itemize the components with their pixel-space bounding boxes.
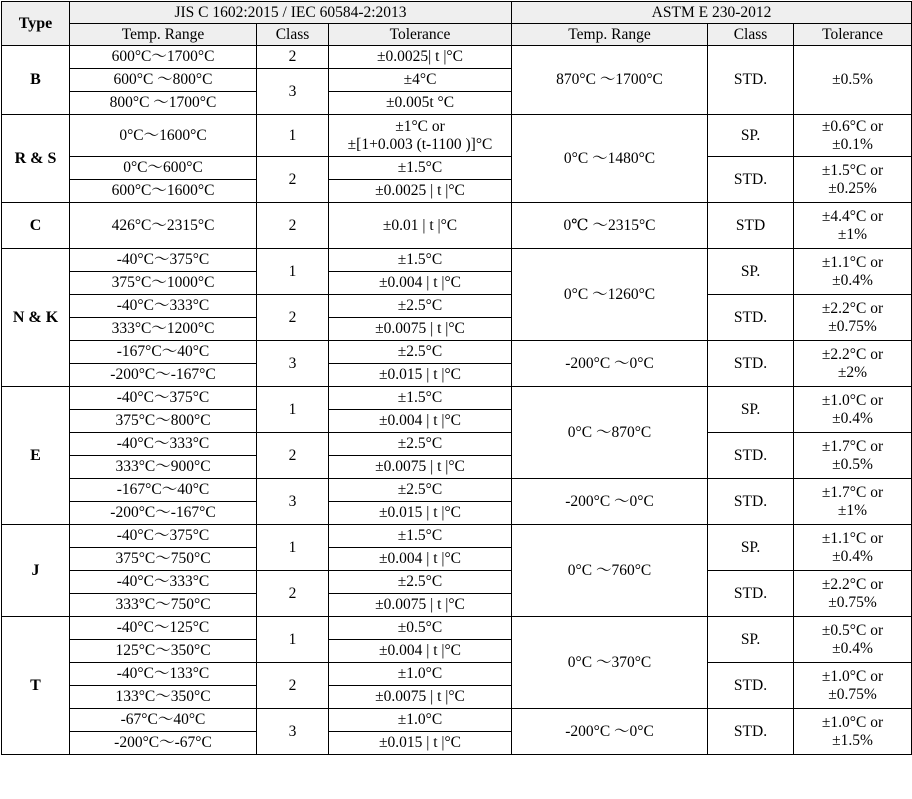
jis-temp-range: 600°C～1600°C	[70, 180, 257, 203]
astm-tolerance-line: ±0.4%	[832, 639, 873, 657]
header-jis-tolerance: Tolerance	[329, 24, 512, 46]
header-jis-class: Class	[257, 24, 329, 46]
astm-tolerance-line: ±0.75%	[828, 685, 877, 703]
type-cell: B	[2, 46, 70, 115]
jis-tolerance: ±0.015 | t |°C	[329, 502, 512, 525]
jis-class: 1	[257, 525, 329, 571]
jis-temp-range: -167°C～40°C	[70, 341, 257, 364]
astm-tolerance-line: ±2.2°C or	[821, 345, 884, 363]
astm-tolerance-line: ±1.0°C or	[821, 391, 884, 409]
jis-temp-range: -40°C～375°C	[70, 525, 257, 548]
jis-temp-range: 0°C～600°C	[70, 157, 257, 180]
jis-tolerance: ±0.0075 | t |°C	[329, 318, 512, 341]
jis-temp-range: -67°C～40°C	[70, 709, 257, 732]
astm-tolerance	[794, 46, 912, 115]
astm-tolerance	[794, 115, 912, 157]
header-astm-class: Class	[708, 24, 794, 46]
jis-tolerance: ±0.01 | t |°C	[329, 203, 512, 249]
astm-tolerance-line: ±0.75%	[828, 593, 877, 611]
jis-tolerance: ±0.5°C	[329, 617, 512, 640]
jis-class: 1	[257, 249, 329, 295]
astm-temp-range: 0°C ～1480°C	[512, 115, 708, 203]
jis-class: 2	[257, 46, 329, 69]
astm-class: STD.	[708, 433, 794, 479]
astm-tolerance-line: ±1.7°C or	[821, 483, 884, 501]
type-cell: N & K	[2, 249, 70, 387]
header-jis-temp-range: Temp. Range	[70, 24, 257, 46]
jis-tolerance: ±1.5°C	[329, 157, 512, 180]
jis-temp-range: 333°C～1200°C	[70, 318, 257, 341]
jis-tolerance: ±0.0075 | t |°C	[329, 456, 512, 479]
jis-temp-range: -40°C～333°C	[70, 433, 257, 456]
jis-temp-range: -40°C～375°C	[70, 249, 257, 272]
jis-tolerance: ±1.5°C	[329, 249, 512, 272]
jis-class: 3	[257, 709, 329, 755]
astm-class: STD.	[708, 709, 794, 755]
jis-temp-range: -40°C～333°C	[70, 295, 257, 318]
jis-tolerance: ±2.5°C	[329, 433, 512, 456]
astm-tolerance	[794, 433, 912, 479]
jis-class: 3	[257, 69, 329, 115]
jis-tolerance: ±0.004 | t |°C	[329, 272, 512, 295]
jis-tolerance: ±0.0025| t |°C	[329, 46, 512, 69]
jis-tolerance: ±0.0025 | t |°C	[329, 180, 512, 203]
astm-tolerance-line: ±1.5%	[832, 731, 873, 749]
astm-tolerance-line: ±1.1°C or	[821, 529, 884, 547]
jis-temp-range: 133°C～350°C	[70, 686, 257, 709]
jis-temp-range: 375°C～1000°C	[70, 272, 257, 295]
jis-class: 2	[257, 663, 329, 709]
astm-class: SP.	[708, 115, 794, 157]
astm-temp-range: -200°C ～0°C	[512, 341, 708, 387]
jis-temp-range: 375°C～800°C	[70, 410, 257, 433]
jis-tolerance: ±0.0075 | t |°C	[329, 594, 512, 617]
astm-tolerance-line: ±4.4°C or	[821, 207, 884, 225]
jis-tolerance: ±0.0075 | t |°C	[329, 686, 512, 709]
type-cell: E	[2, 387, 70, 525]
astm-tolerance	[794, 203, 912, 249]
type-cell: J	[2, 525, 70, 617]
type-cell: C	[2, 203, 70, 249]
astm-tolerance-line: ±1.1°C or	[821, 253, 884, 271]
jis-tolerance: ±0.004 | t |°C	[329, 410, 512, 433]
jis-tolerance: ±4°C	[329, 69, 512, 92]
astm-class: STD.	[708, 157, 794, 203]
jis-class: 2	[257, 157, 329, 203]
astm-temp-range: 0°C ～870°C	[512, 387, 708, 479]
jis-tolerance: ±1.0°C	[329, 663, 512, 686]
jis-tolerance: ±2.5°C	[329, 479, 512, 502]
jis-temp-range: -40°C～333°C	[70, 571, 257, 594]
astm-tolerance-line: ±2%	[837, 363, 868, 381]
jis-class: 2	[257, 433, 329, 479]
jis-class: 3	[257, 479, 329, 525]
jis-class: 1	[257, 387, 329, 433]
astm-tolerance-line: ±0.5%	[832, 455, 873, 473]
astm-temp-range: 0°C ～1260°C	[512, 249, 708, 341]
jis-temp-range: 333°C～750°C	[70, 594, 257, 617]
astm-tolerance-line: ±0.4%	[832, 271, 873, 289]
jis-tolerance: ±1.0°C	[329, 709, 512, 732]
jis-temp-range: -40°C～133°C	[70, 663, 257, 686]
jis-class: 2	[257, 295, 329, 341]
astm-tolerance-line: ±0.4%	[832, 547, 873, 565]
jis-tolerance: ±1.5°C	[329, 387, 512, 410]
jis-class: 3	[257, 341, 329, 387]
header-jis-standard: JIS C 1602:2015 / IEC 60584-2:2013	[70, 2, 512, 24]
astm-temp-range: -200°C ～0°C	[512, 479, 708, 525]
thermocouple-tolerance-table	[1, 1, 912, 755]
jis-tolerance-line: ±[1+0.003 (t-1100 )]°C	[347, 135, 493, 153]
jis-temp-range: 800°C ～1700°C	[70, 92, 257, 115]
astm-tolerance	[794, 525, 912, 571]
jis-tolerance: ±0.005t °C	[329, 92, 512, 115]
jis-tolerance-line: ±1°C or	[395, 117, 445, 135]
jis-tolerance: ±0.015 | t |°C	[329, 364, 512, 387]
jis-tolerance	[329, 115, 512, 157]
jis-tolerance: ±0.015 | t |°C	[329, 732, 512, 755]
astm-temp-range: 870°C ～1700°C	[512, 46, 708, 115]
astm-tolerance-line: ±2.2°C or	[821, 575, 884, 593]
astm-tolerance-line: ±0.5%	[832, 71, 873, 88]
header-astm-temp-range: Temp. Range	[512, 24, 708, 46]
astm-class: STD	[708, 203, 794, 249]
astm-tolerance-line: ±1%	[837, 501, 868, 519]
jis-temp-range: -40°C～125°C	[70, 617, 257, 640]
astm-tolerance	[794, 341, 912, 387]
jis-temp-range: -200°C～-167°C	[70, 364, 257, 387]
jis-class: 1	[257, 115, 329, 157]
astm-tolerance-line: ±0.25%	[828, 179, 877, 197]
jis-temp-range: 375°C～750°C	[70, 548, 257, 571]
astm-tolerance-line: ±1.7°C or	[821, 437, 884, 455]
jis-temp-range: 600°C ～800°C	[70, 69, 257, 92]
astm-tolerance-line: ±1.5°C or	[821, 161, 884, 179]
header-astm-standard: ASTM E 230-2012	[512, 2, 912, 24]
jis-temp-range: -200°C～-67°C	[70, 732, 257, 755]
astm-tolerance	[794, 295, 912, 341]
jis-tolerance: ±2.5°C	[329, 341, 512, 364]
astm-tolerance	[794, 709, 912, 755]
astm-tolerance	[794, 663, 912, 709]
astm-class: SP.	[708, 387, 794, 433]
astm-temp-range: 0°C ～370°C	[512, 617, 708, 709]
astm-class: SP.	[708, 617, 794, 663]
astm-class: SP.	[708, 249, 794, 295]
jis-temp-range: -200°C～-167°C	[70, 502, 257, 525]
astm-class: STD.	[708, 46, 794, 115]
astm-tolerance-line: ±0.1%	[832, 135, 873, 153]
astm-tolerance-line: ±0.6°C or	[821, 117, 884, 135]
astm-tolerance	[794, 157, 912, 203]
jis-temp-range: 600°C～1700°C	[70, 46, 257, 69]
jis-temp-range: 125°C～350°C	[70, 640, 257, 663]
astm-temp-range: -200°C ～0°C	[512, 709, 708, 755]
astm-tolerance-line: ±0.75%	[828, 317, 877, 335]
jis-class: 2	[257, 571, 329, 617]
astm-tolerance	[794, 617, 912, 663]
astm-tolerance-line: ±0.5°C or	[821, 621, 884, 639]
jis-tolerance: ±2.5°C	[329, 295, 512, 318]
astm-tolerance-line: ±1.0°C or	[821, 713, 884, 731]
jis-temp-range: 333°C～900°C	[70, 456, 257, 479]
jis-class: 2	[257, 203, 329, 249]
astm-class: STD.	[708, 663, 794, 709]
jis-tolerance: ±2.5°C	[329, 571, 512, 594]
astm-class: STD.	[708, 571, 794, 617]
jis-temp-range: -40°C～375°C	[70, 387, 257, 410]
header-type: Type	[2, 2, 70, 46]
jis-temp-range: 0°C～1600°C	[70, 115, 257, 157]
astm-temp-range: 0℃ ～2315°C	[512, 203, 708, 249]
type-cell: T	[2, 617, 70, 755]
astm-tolerance	[794, 479, 912, 525]
jis-tolerance: ±0.004 | t |°C	[329, 640, 512, 663]
jis-class: 1	[257, 617, 329, 663]
astm-tolerance	[794, 249, 912, 295]
astm-class: STD.	[708, 479, 794, 525]
type-cell: R & S	[2, 115, 70, 203]
astm-class: STD.	[708, 295, 794, 341]
jis-temp-range: 426°C～2315°C	[70, 203, 257, 249]
astm-tolerance-line: ±1.0°C or	[821, 667, 884, 685]
astm-tolerance	[794, 387, 912, 433]
astm-tolerance-line: ±2.2°C or	[821, 299, 884, 317]
astm-class: STD.	[708, 341, 794, 387]
astm-tolerance	[794, 571, 912, 617]
astm-temp-range: 0°C ～760°C	[512, 525, 708, 617]
header-astm-tolerance: Tolerance	[794, 24, 912, 46]
jis-temp-range: -167°C～40°C	[70, 479, 257, 502]
astm-class: SP.	[708, 525, 794, 571]
astm-tolerance-line: ±0.4%	[832, 409, 873, 427]
astm-tolerance-line: ±1%	[837, 225, 868, 243]
jis-tolerance: ±0.004 | t |°C	[329, 548, 512, 571]
jis-tolerance: ±1.5°C	[329, 525, 512, 548]
